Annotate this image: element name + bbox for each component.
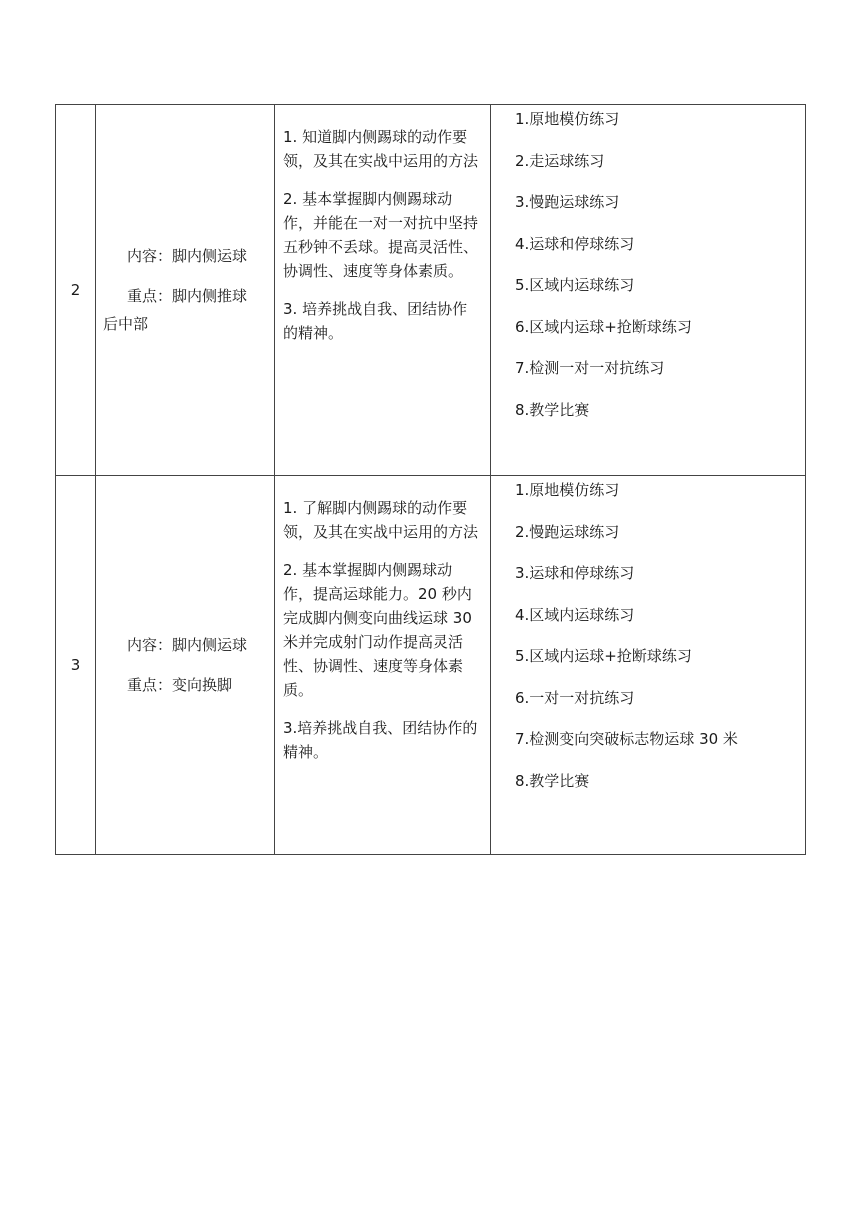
practice-item: 3.运球和停球练习	[515, 564, 635, 582]
practice-item: 6.区域内运球+抢断球练习	[515, 317, 692, 336]
goal-item: 2. 基本掌握脚内侧踢球动作，并能在一对一对抗中坚持五秒钟不丢球。提高灵活性、协调性、速度等身体素质。	[283, 190, 479, 280]
practice-item: 1.原地模仿练习	[515, 110, 620, 128]
lesson-number: 2	[56, 105, 96, 476]
lesson-plan-table	[55, 104, 806, 855]
practice-item: 3.慢跑运球练习	[515, 193, 620, 211]
content-line: 内容：脚内侧运球	[127, 636, 248, 654]
focus-continuation: 后中部	[103, 315, 149, 333]
practice-item: 5.区域内运球练习	[515, 276, 635, 294]
goals-cell	[275, 476, 491, 855]
practice-item: 2.慢跑运球练习	[515, 522, 620, 541]
practice-item: 7.检测变向突破标志物运球 30 米	[515, 730, 738, 748]
practice-cell	[491, 476, 806, 855]
practice-item: 6.一对一对抗练习	[515, 688, 635, 707]
goal-item: 1. 知道脚内侧踢球的动作要领，及其在实战中运用的方法	[283, 128, 479, 170]
table-row	[56, 105, 806, 476]
goal-item: 2. 基本掌握脚内侧踢球动作，提高运球能力。20 秒内完成脚内侧变向曲线运球 30 米并完成射门动作提高灵活性、协调性、速度等身体素质。	[283, 561, 472, 699]
content-cell	[96, 105, 275, 476]
practice-item: 1.原地模仿练习	[515, 481, 620, 499]
practice-item: 4.区域内运球练习	[515, 605, 635, 624]
goals-cell	[275, 105, 491, 476]
content-cell	[96, 476, 275, 855]
practice-item: 5.区域内运球+抢断球练习	[515, 647, 692, 665]
focus-line: 重点：变向换脚	[127, 676, 233, 694]
practice-cell	[491, 105, 806, 476]
lesson-number: 3	[56, 476, 96, 855]
goal-item: 3.培养挑战自我、团结协作的精神。	[283, 719, 478, 761]
content-line: 内容：脚内侧运球	[127, 247, 248, 265]
table-row	[56, 476, 806, 855]
goal-item: 1. 了解脚内侧踢球的动作要领，及其在实战中运用的方法	[283, 499, 479, 541]
practice-item: 7.检测一对一对抗练习	[515, 359, 665, 377]
focus-line: 重点：脚内侧推球	[127, 287, 248, 305]
practice-item: 8.教学比赛	[515, 400, 590, 419]
practice-item: 4.运球和停球练习	[515, 234, 635, 253]
practice-item: 2.走运球练习	[515, 151, 605, 170]
practice-item: 8.教学比赛	[515, 771, 590, 790]
goal-item: 3. 培养挑战自我、团结协作的精神。	[283, 300, 468, 342]
